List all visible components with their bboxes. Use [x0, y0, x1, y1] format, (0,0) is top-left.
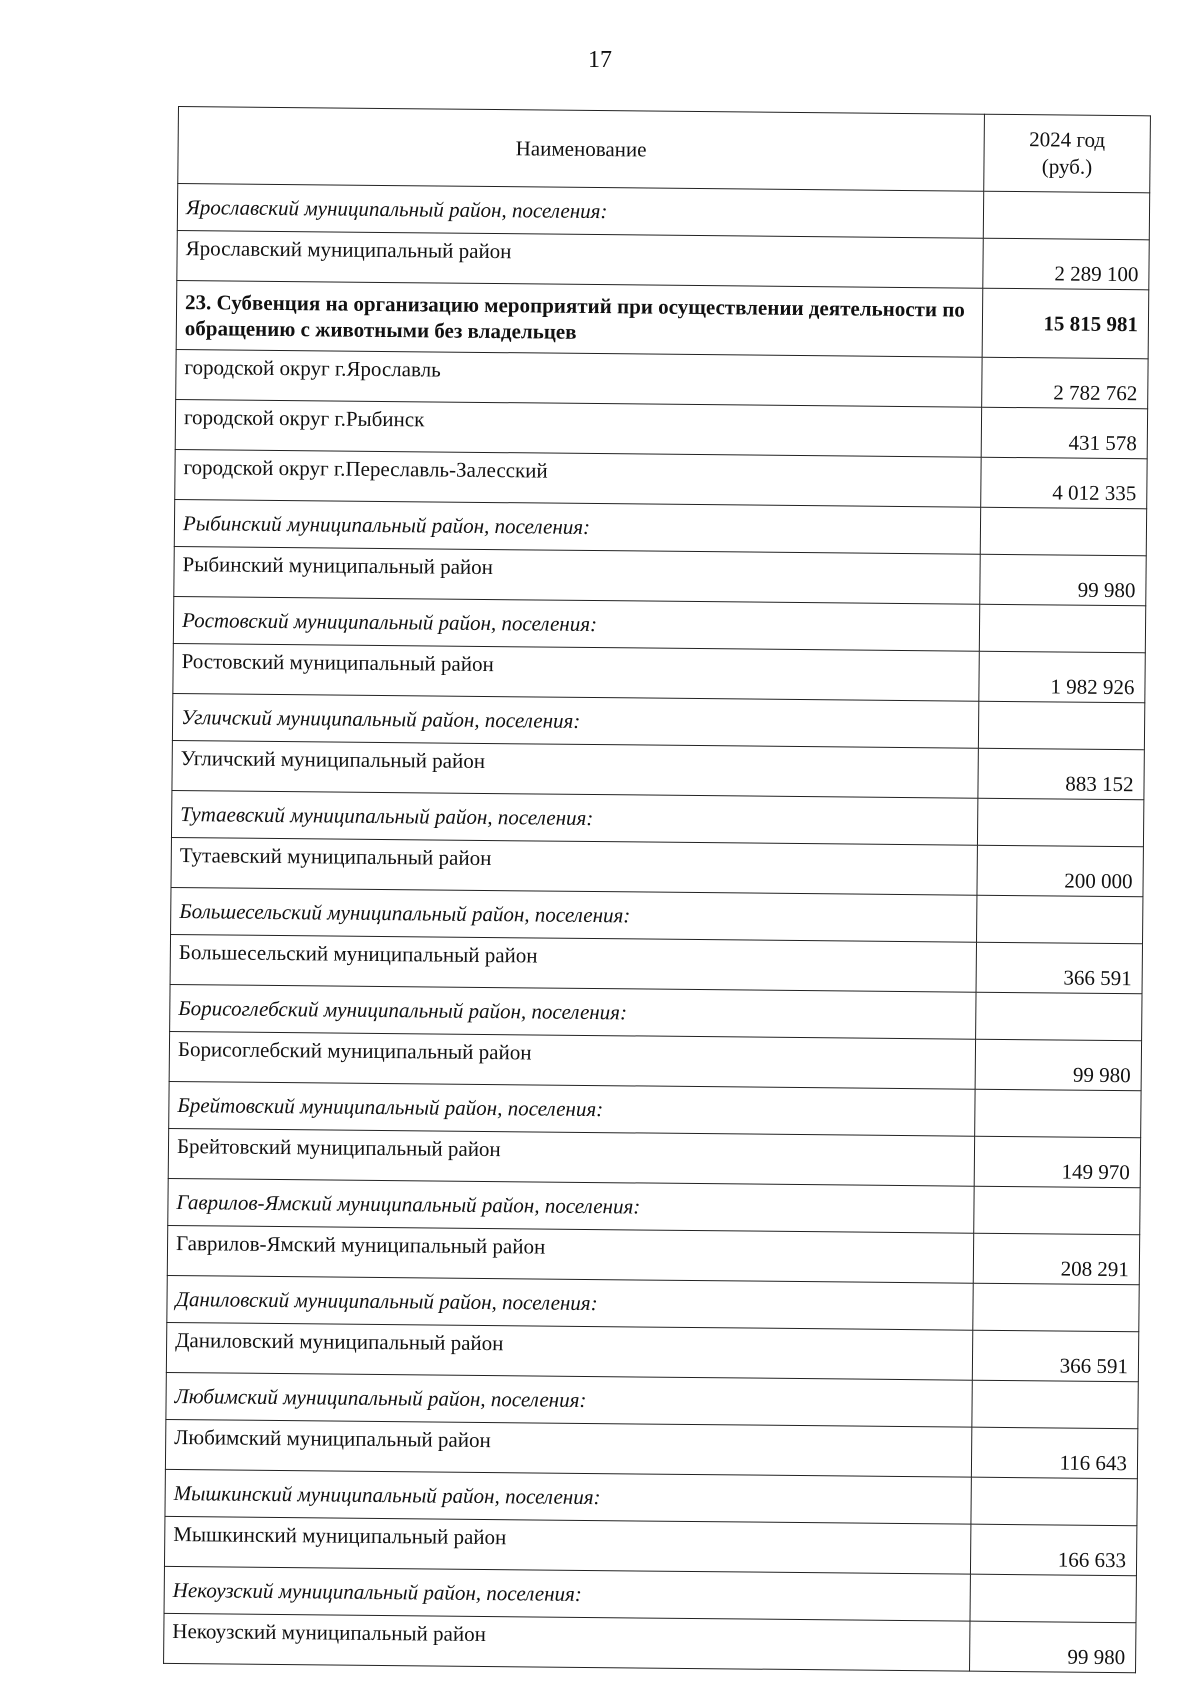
row-name: Большесельский муниципальный район, поселения:	[171, 887, 977, 942]
row-value: 208 291	[973, 1233, 1139, 1285]
subvention-table	[163, 106, 1151, 1673]
row-name: Некоузский муниципальный район, поселения:	[164, 1566, 970, 1621]
row-name: Даниловский муниципальный район, поселения:	[167, 1275, 973, 1330]
row-value: 15 815 981	[982, 288, 1149, 359]
row-value	[976, 992, 1142, 1041]
row-name: Борисоглебский муниципальный район, поселения:	[170, 984, 976, 1039]
row-value: 2 782 762	[982, 357, 1148, 409]
row-name: Большесельский муниципальный район	[170, 934, 976, 992]
row-value	[971, 1477, 1137, 1526]
row-value	[978, 701, 1144, 750]
row-name: Угличский муниципальный район	[172, 740, 978, 798]
row-value: 99 980	[970, 1621, 1136, 1673]
row-value: 2 289 100	[983, 238, 1149, 290]
row-name: Ярославский муниципальный район	[177, 230, 983, 288]
row-value: 99 980	[980, 554, 1146, 606]
page-number: 17	[588, 47, 612, 73]
row-name: Рыбинский муниципальный район, поселения:	[174, 499, 980, 554]
row-value	[980, 507, 1146, 556]
row-value	[979, 604, 1145, 653]
row-name: Некоузский муниципальный район	[164, 1613, 970, 1671]
row-value: 366 591	[976, 942, 1142, 994]
row-name: Тутаевский муниципальный район	[171, 837, 977, 895]
row-name: Гаврилов-Ямский муниципальный район	[167, 1225, 973, 1283]
row-name: Ростовский муниципальный район	[173, 643, 979, 701]
table-body	[164, 184, 1150, 1673]
row-value: 149 970	[974, 1136, 1140, 1188]
row-value: 4 012 335	[981, 457, 1147, 509]
row-name: Тутаевский муниципальный район, поселения:	[171, 790, 977, 845]
row-name: Даниловский муниципальный район	[166, 1322, 972, 1380]
row-name: Любимский муниципальный район, поселения:	[166, 1372, 972, 1427]
row-value	[970, 1574, 1136, 1623]
row-value: 200 000	[977, 845, 1143, 897]
header-name: Наименование	[178, 107, 985, 192]
row-value	[974, 1186, 1140, 1235]
row-value: 116 643	[971, 1427, 1137, 1479]
row-value	[977, 798, 1143, 847]
row-name: Гаврилов-Ямский муниципальный район, поселения:	[168, 1178, 974, 1233]
row-name: Любимский муниципальный район	[165, 1419, 971, 1477]
row-name: городской округ г.Ярославль	[176, 349, 982, 407]
table-header	[178, 107, 1151, 193]
row-name: Рыбинский муниципальный район	[174, 546, 980, 604]
row-name: городской округ г.Рыбинск	[175, 399, 981, 457]
header-value	[984, 114, 1151, 193]
header-value-unit: (руб.)	[1041, 154, 1093, 179]
row-value: 99 980	[975, 1039, 1141, 1091]
table-row	[164, 1613, 1136, 1672]
row-name: Угличский муниципальный район, поселения:	[172, 693, 978, 748]
subvention-heading-row	[176, 280, 1149, 358]
row-value	[983, 191, 1149, 240]
row-name: Ростовский муниципальный район, поселения:	[173, 596, 979, 651]
row-value	[975, 1089, 1141, 1138]
row-value: 431 578	[981, 407, 1147, 459]
row-name: городской округ г.Переславль-Залесский	[175, 449, 981, 507]
row-value: 166 633	[970, 1524, 1136, 1576]
row-name: Мышкинский муниципальный район, поселения:	[165, 1469, 971, 1524]
header-value-year: 2024 год	[1029, 127, 1106, 152]
row-name: Ярославский муниципальный район, поселения:	[177, 184, 983, 239]
row-name: Брейтовский муниципальный район, поселения:	[169, 1081, 975, 1136]
row-value	[973, 1283, 1139, 1332]
row-value: 883 152	[978, 748, 1144, 800]
row-value	[977, 895, 1143, 944]
row-name: Брейтовский муниципальный район	[168, 1128, 974, 1186]
row-value: 366 591	[972, 1330, 1138, 1382]
row-name: Борисоглебский муниципальный район	[169, 1031, 975, 1089]
row-name: 23. Субвенция на организацию мероприятий при осуществлении деятельности по обращению с животными без владельцев	[176, 280, 983, 357]
header-row	[178, 107, 1151, 193]
row-name: Мышкинский муниципальный район	[164, 1516, 970, 1574]
row-value	[972, 1380, 1138, 1429]
document-sheet	[163, 106, 1150, 1673]
row-value: 1 982 926	[979, 651, 1145, 703]
